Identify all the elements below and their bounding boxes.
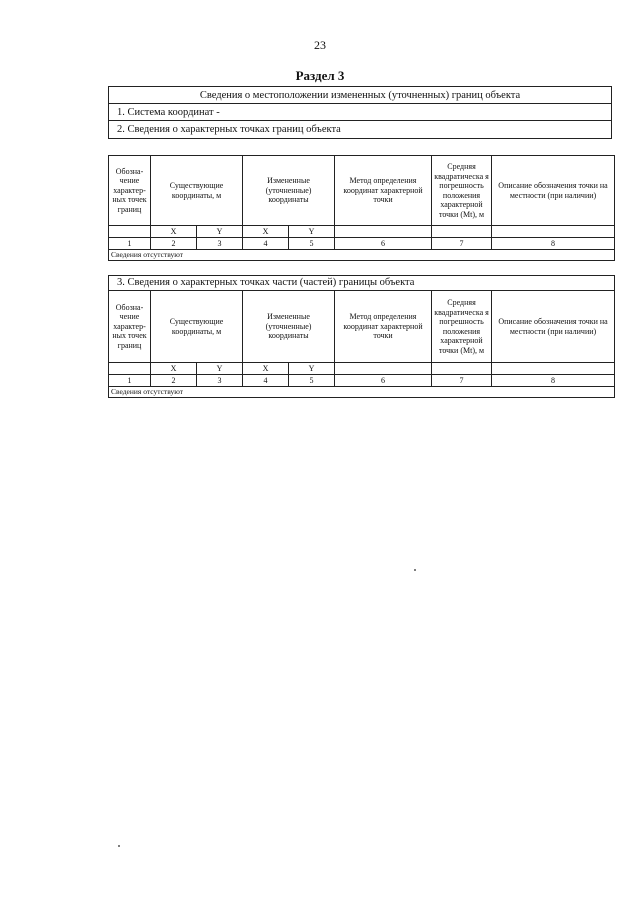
existing-coords-header: Существующие координаты, м [151, 291, 243, 363]
changed-coords-header: Измененные (уточненные) координаты [243, 156, 335, 226]
method-header: Метод определения координат характерной точки [335, 156, 432, 226]
table2-title-row [109, 276, 615, 291]
method-header: Метод определения координат характерной точки [335, 291, 432, 363]
col-num: 7 [432, 375, 492, 387]
changed-coords-header: Измененные (уточненные) координаты [243, 291, 335, 363]
col-num: 2 [151, 375, 197, 387]
table2-title: 3. Сведения о характерных точках части (частей) границы объекта [109, 276, 615, 291]
error-header: Средняя квадратическа я погрешность положения характерной точки (Mt), м [432, 156, 492, 226]
sub-x: X [243, 363, 289, 375]
scan-speck [414, 569, 416, 571]
col-num: 8 [492, 238, 615, 250]
header-row [109, 156, 615, 226]
column-number-row [109, 238, 615, 250]
points-table-1 [108, 155, 615, 261]
absent-row [109, 387, 615, 398]
sub-y: Y [197, 363, 243, 375]
points-table-2 [108, 275, 615, 398]
col-num: 3 [197, 238, 243, 250]
sub-x: X [243, 226, 289, 238]
subheader-row [109, 226, 615, 238]
existing-coords-header: Существующие координаты, м [151, 156, 243, 226]
col-num: 3 [197, 375, 243, 387]
absent-note: Сведения отсутствуют [109, 387, 615, 398]
description-header: Описание обозначения точки на местности (при наличии) [492, 156, 615, 226]
column-number-row [109, 375, 615, 387]
col-num: 6 [335, 375, 432, 387]
col-num: 5 [289, 238, 335, 250]
absent-note: Сведения отсутствуют [109, 250, 615, 261]
sub-x: X [151, 226, 197, 238]
absent-row [109, 250, 615, 261]
header-box [108, 86, 612, 139]
points-title: 2. Сведения о характерных точках границ объекта [117, 124, 341, 135]
sub-x: X [151, 363, 197, 375]
col-num: 1 [109, 375, 151, 387]
subheader-row [109, 363, 615, 375]
col-num: 6 [335, 238, 432, 250]
col-num: 7 [432, 238, 492, 250]
description-header: Описание обозначения точки на местности (при наличии) [492, 291, 615, 363]
designation-header: Обозна-чение характер-ных точек границ [109, 156, 151, 226]
scan-speck [118, 845, 120, 847]
col-num: 8 [492, 375, 615, 387]
sub-y: Y [289, 363, 335, 375]
error-header: Средняя квадратическа я погрешность положения характерной точки (Mt), м [432, 291, 492, 363]
header-title: Сведения о местоположении измененных (уточненных) границ объекта [109, 87, 611, 104]
coordinate-system: 1. Система координат - [109, 104, 611, 121]
col-num: 4 [243, 238, 289, 250]
sub-y: Y [289, 226, 335, 238]
sub-y: Y [197, 226, 243, 238]
designation-header: Обозна-чение характер-ных точек границ [109, 291, 151, 363]
header-row [109, 291, 615, 363]
col-num: 1 [109, 238, 151, 250]
page-number: 23 [314, 38, 326, 52]
section-title: Раздел 3 [295, 68, 345, 83]
col-num: 5 [289, 375, 335, 387]
col-num: 2 [151, 238, 197, 250]
col-num: 4 [243, 375, 289, 387]
